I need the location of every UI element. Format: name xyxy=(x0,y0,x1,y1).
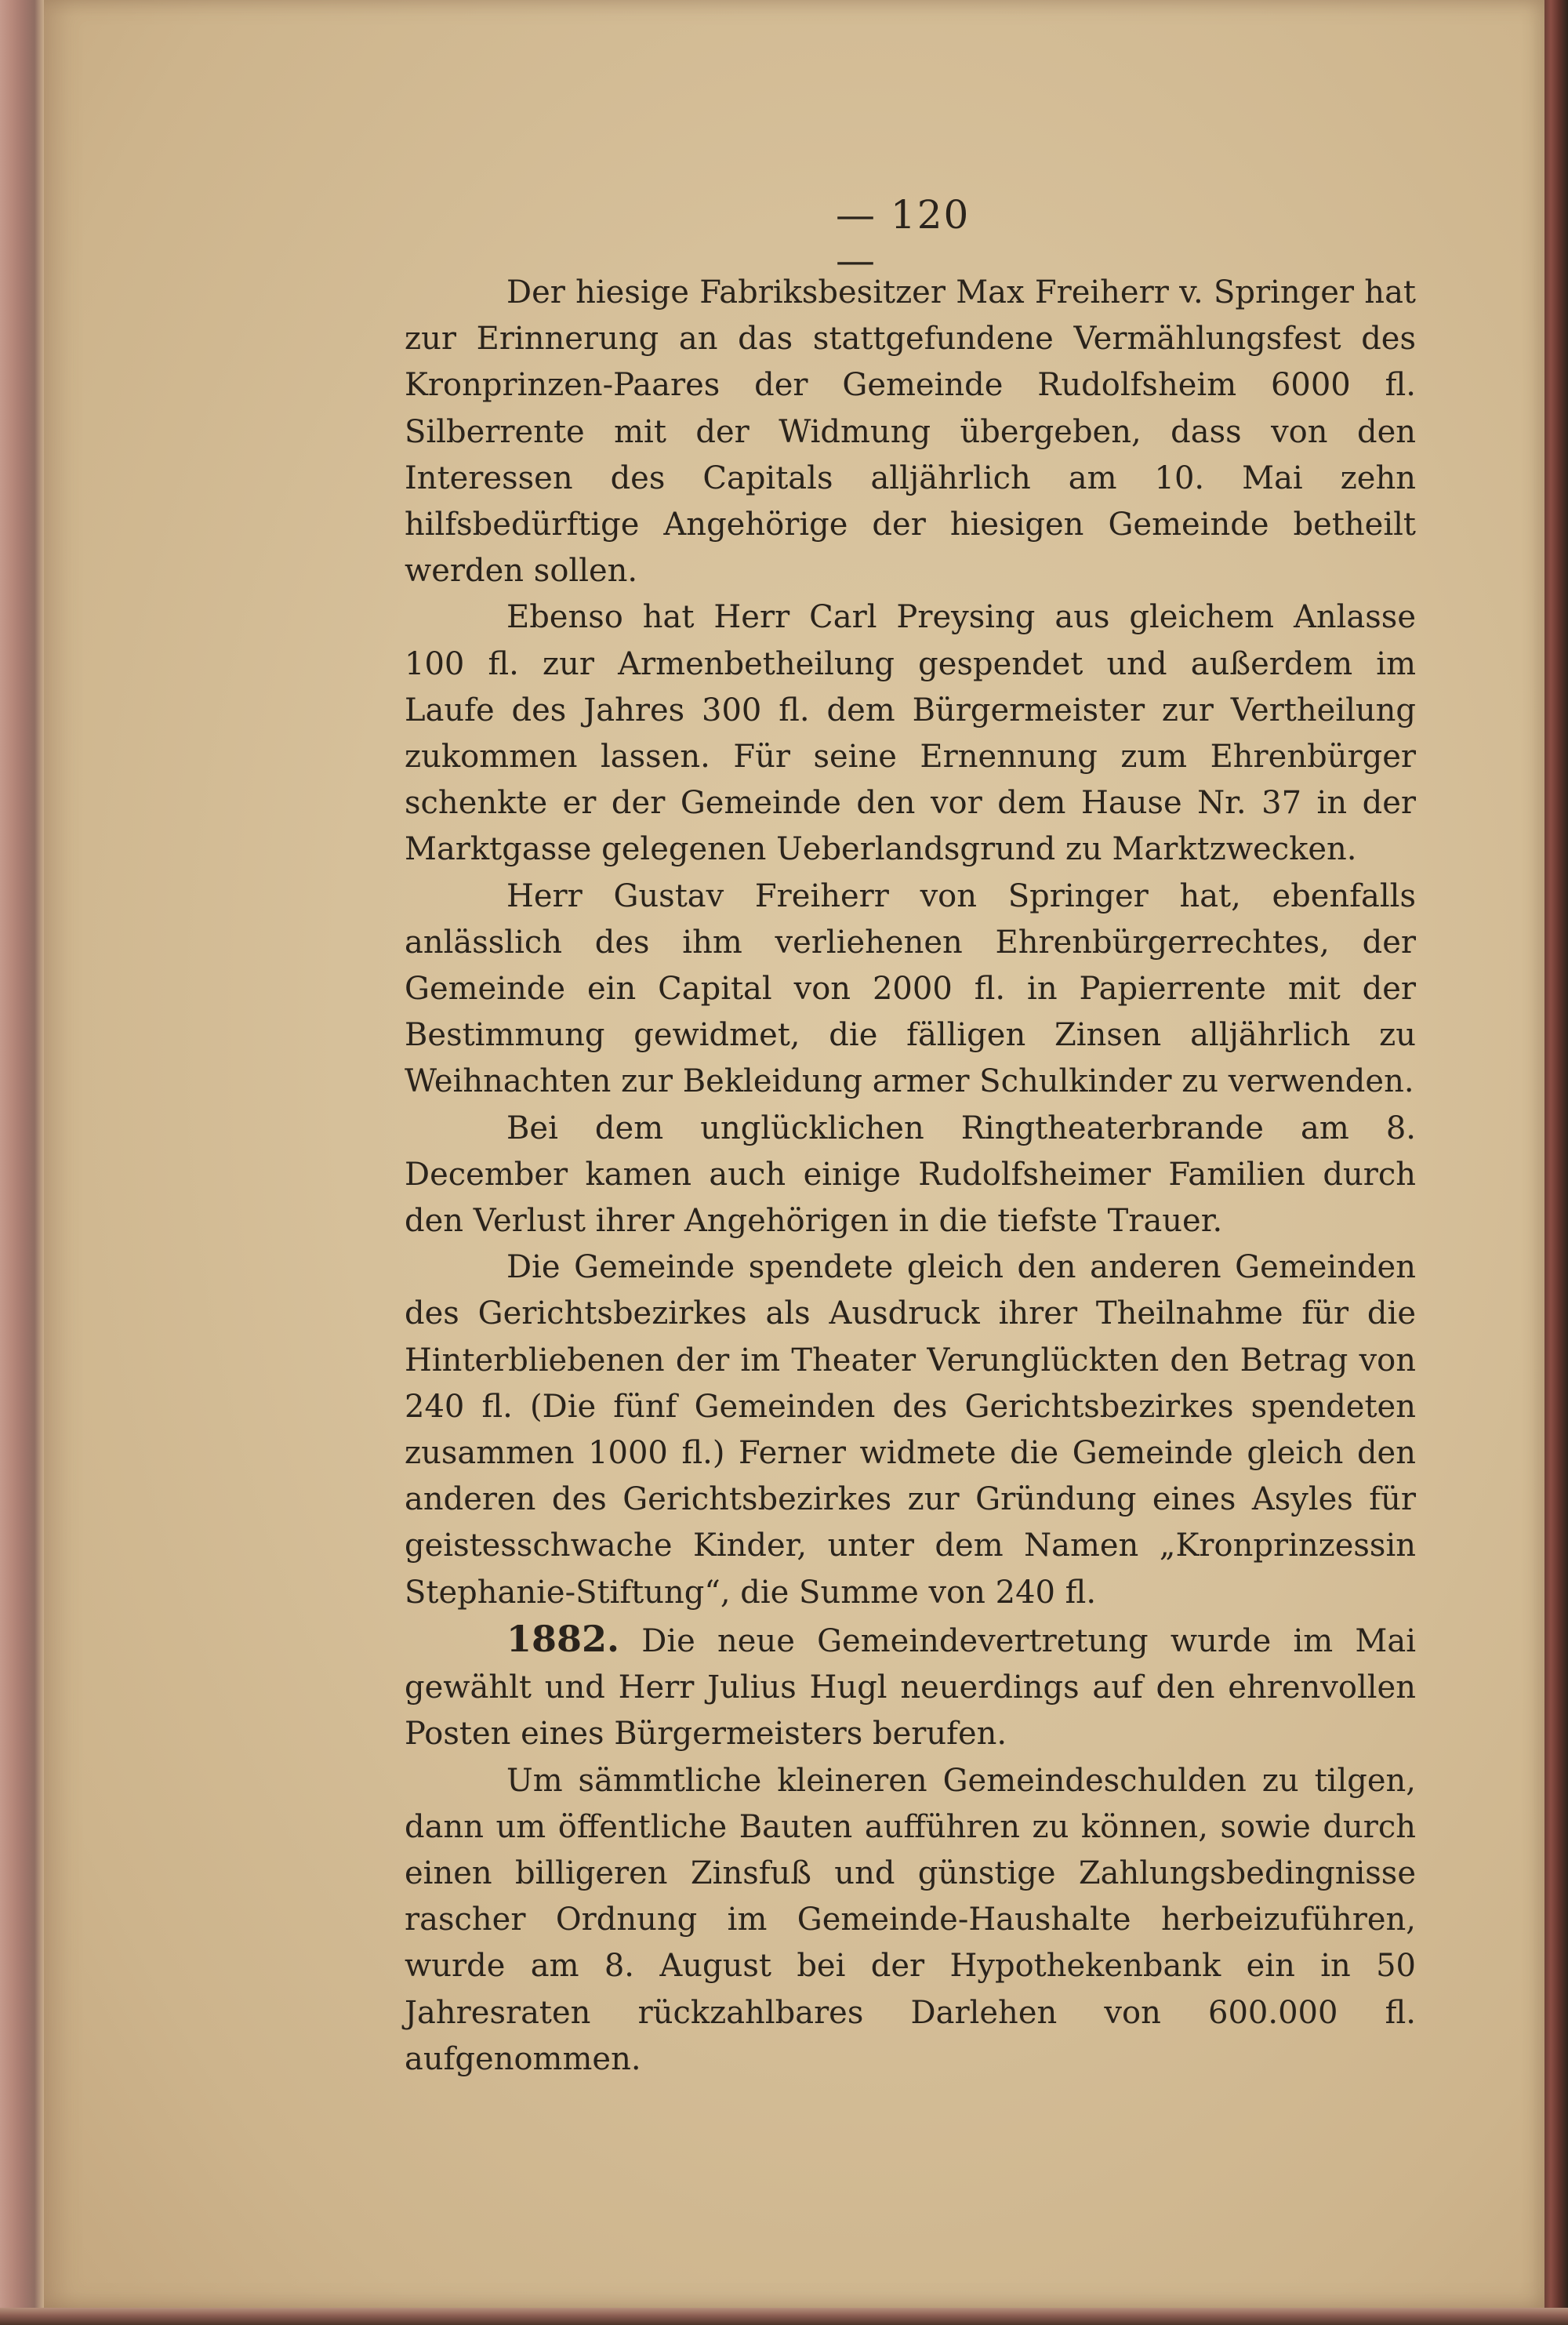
page-number: — 120 — xyxy=(836,192,971,283)
book-page xyxy=(44,0,1544,2308)
paragraph-municipal-donation: Die Gemeinde spendete gleich den anderen Gemeinden des Gerichtsbezirkes als Ausdruck ihrer Theilnahme für die Hinterbliebenen der im Theater Verunglückten den Betrag von 240 fl. (Die fünf Gemeinden des Gerichtsbezirkes spendeten zusammen 1000 fl.) Ferner widmete die Gemeinde gleich den anderen des Gerichtsbezirkes zur Gründung eines Asyles für geistesschwache Kinder, unter dem Namen „Kronprinzessin Stephanie-Stiftung“, die Summe von 240 fl. xyxy=(405,1249,1416,1611)
paragraph-springer-donation: Der hiesige Fabriksbesitzer Max Freiherr v. Springer hat zur Erinnerung an das stattgefundene Vermählungsfest des Kronprinzen-Paares der Gemeinde Rudolfsheim 6000 fl. Silberrente mit der Widmung übergeben, dass von den Interessen des Capitals alljährlich am 10. Mai zehn hilfsbedürftige Angehörige der hiesigen Gemeinde betheilt werden sollen. xyxy=(405,274,1416,590)
paragraph-1882-text: Die neue Gemeindevertretung wurde im Mai gewählt und Herr Julius Hugl neuerdings auf den ehrenvollen Posten eines Bürgermeisters berufen. xyxy=(405,1622,1416,1753)
page-edge-bottom xyxy=(0,2308,1568,2325)
paragraph-loan: Um sämmtliche kleineren Gemeindeschulden zu tilgen, dann um öffentliche Bauten aufführen zu können, sowie durch einen billigeren Zinsfuß und günstige Zahlungsbedingnisse rascher Ordnung im Gemeinde-Haushalte herbeizuführen, wurde am 8. August bei der Hypothekenbank ein in 50 Jahresraten rückzahlbares Darlehen von 600.000 fl. aufgenommen. xyxy=(405,1762,1416,2077)
paragraph-1882-election xyxy=(405,1616,1416,1758)
page-body xyxy=(405,270,1416,2083)
paragraph-preysing-donation: Ebenso hat Herr Carl Preysing aus gleichem Anlasse 100 fl. zur Armenbetheilung gespendet und außerdem im Laufe des Jahres 300 fl. dem Bürgermeister zur Vertheilung zukommen lassen. Für seine Ernennung zum Ehrenbürger schenkte er der Gemeinde den vor dem Hause Nr. 37 in der Marktgasse gelegenen Ueberlandsgrund zu Marktzwecken. xyxy=(405,599,1416,868)
year-heading: 1882. xyxy=(506,1617,620,1660)
paragraph-gustav-springer: Herr Gustav Freiherr von Springer hat, ebenfalls anlässlich des ihm verliehenen Ehrenbürgerrechtes, der Gemeinde ein Capital von 2000 fl. in Papierrente mit der Bestimmung gewidmet, die fälligen Zinsen alljährlich zu Weihnachten zur Bekleidung armer Schulkinder zu verwenden. xyxy=(405,877,1416,1100)
page-edge-right xyxy=(1544,0,1568,2325)
paragraph-ringtheater-fire: Bei dem unglücklichen Ringtheaterbrande am 8. December kamen auch einige Rudolfsheimer Familien durch den Verlust ihrer Angehörigen in die tiefste Trauer. xyxy=(405,1110,1416,1240)
